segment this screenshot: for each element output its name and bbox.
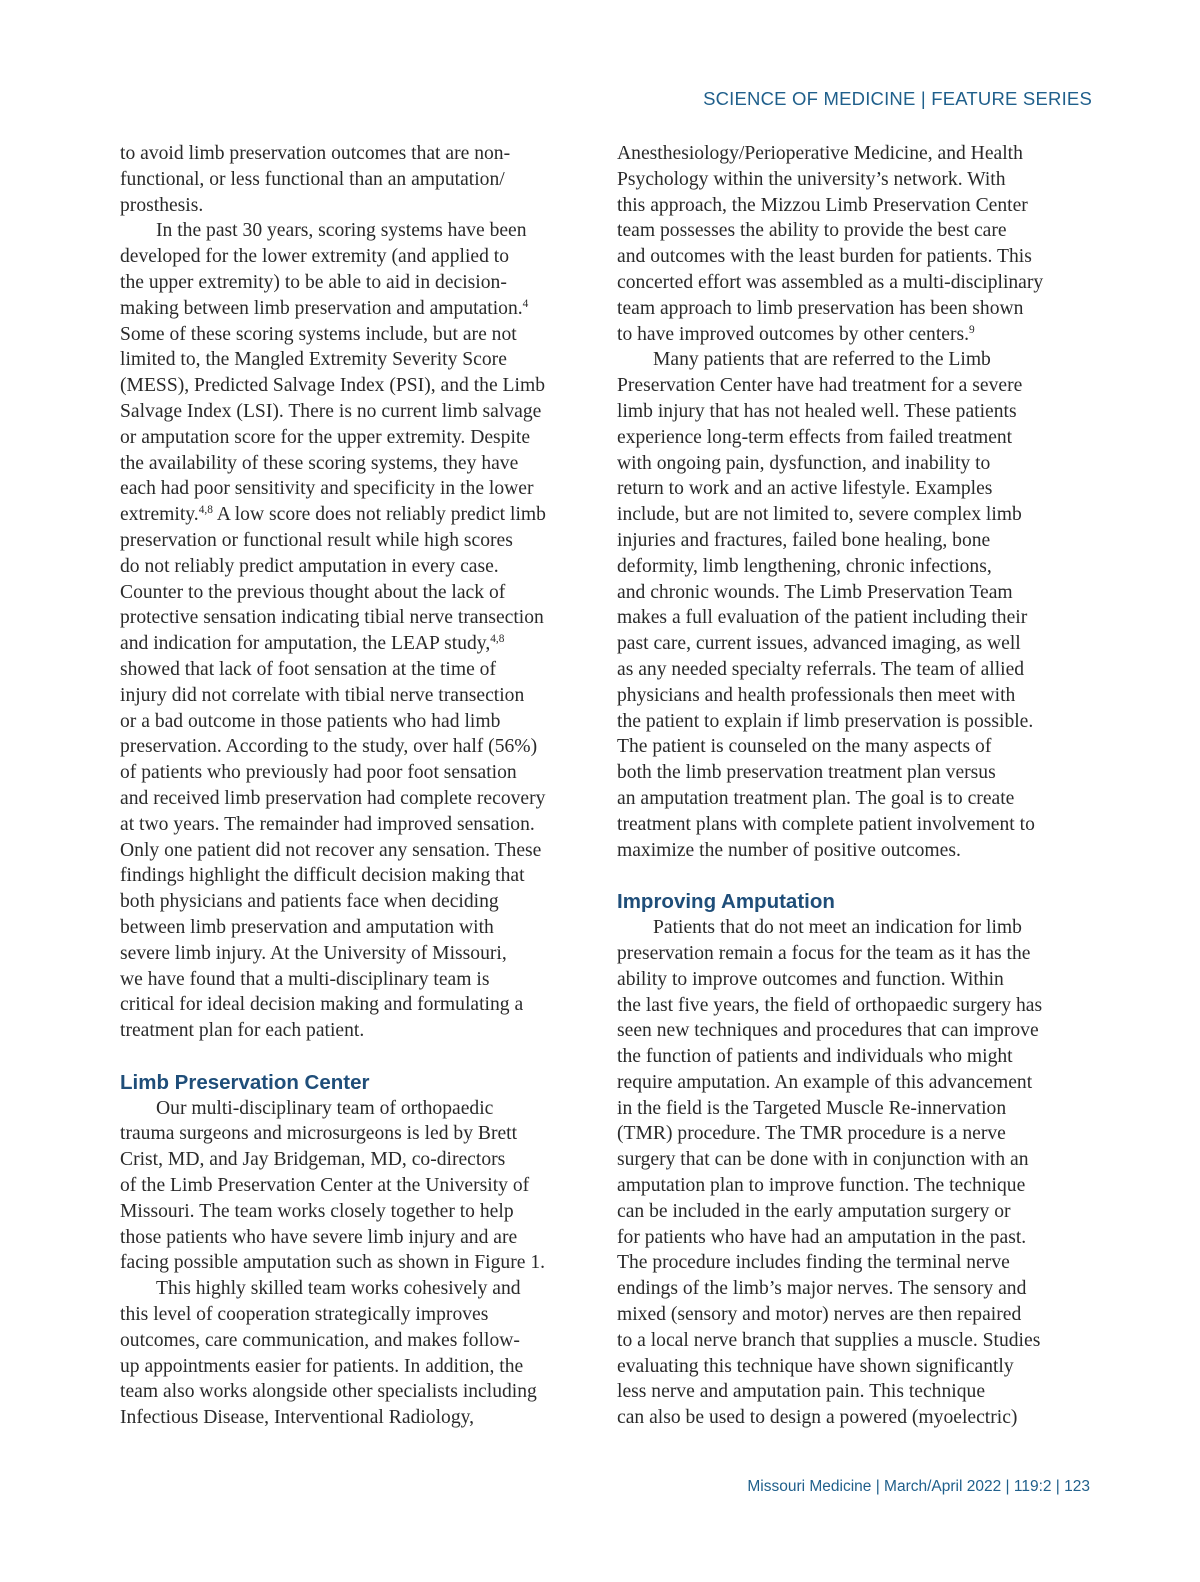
text-line: This highly skilled team works cohesively and <box>156 1278 521 1300</box>
left-column <box>120 141 596 1431</box>
section-heading-improving-amputation: Improving Amputation <box>617 890 835 914</box>
text-line: treatment plans with complete patient involvement to <box>617 813 1035 835</box>
text-line: to a local nerve branch that supplies a muscle. Studies <box>617 1329 1041 1351</box>
citation-ref: 4,8 <box>490 633 505 646</box>
text-line: between limb preservation and amputation with <box>120 916 494 938</box>
text-line: injuries and fractures, failed bone healing, bone <box>617 529 991 551</box>
right-paragraph-2 <box>617 347 1093 863</box>
text-line: Missouri. The team works closely together to help <box>120 1200 514 1222</box>
text-line: return to work and an active lifestyle. Examples <box>617 478 993 500</box>
text-line: Patients that do not meet an indication for limb <box>653 917 1022 939</box>
text-line: makes a full evaluation of the patient including their <box>617 607 1028 629</box>
text-line: facing possible amputation such as shown in Figure 1. <box>120 1252 546 1274</box>
text-line: and indication for amputation, the LEAP study,$^{4,8}$ <box>120 633 505 655</box>
text-line: Anesthesiology/Perioperative Medicine, and Health <box>617 143 1023 164</box>
left-paragraph-2 <box>120 218 596 1044</box>
text-line: require amputation. An example of this advancement <box>617 1071 1033 1093</box>
text-line: outcomes, care communication, and makes follow- <box>120 1329 520 1351</box>
text-line: an amputation treatment plan. The goal is to create <box>617 787 1015 809</box>
text-line: trauma surgeons and microsurgeons is led by Brett <box>120 1123 518 1145</box>
text-line: each had poor sensitivity and specificity in the lower <box>120 478 534 500</box>
text-line: (MESS), Predicted Salvage Index (PSI), and the Limb <box>120 375 545 397</box>
text-line: the upper extremity) to be able to aid in decision- <box>120 271 507 293</box>
text-line: those patients who have severe limb injury and are <box>120 1226 518 1248</box>
text-line: mixed (sensory and motor) nerves are then repaired <box>617 1304 1022 1326</box>
text-line: preservation. According to the study, over half (56%) <box>120 736 538 758</box>
text-line: preservation remain a focus for the team as it has the <box>617 942 1031 964</box>
text-line: prosthesis. <box>120 194 204 216</box>
text-line: Our multi-disciplinary team of orthopaedic <box>156 1097 494 1119</box>
text-line: showed that lack of foot sensation at the time of <box>120 658 496 680</box>
text-line: the function of patients and individuals who might <box>617 1046 1013 1068</box>
right-paragraph-1 <box>617 141 1093 347</box>
text-line: the last five years, the field of orthopaedic surgery has <box>617 994 1043 1016</box>
text-line: the patient to explain if limb preservation is possible. <box>617 710 1034 732</box>
text-line: Many patients that are referred to the Limb <box>653 349 991 371</box>
text-line: ability to improve outcomes and function. Within <box>617 968 1004 990</box>
text-line: deformity, limb lengthening, chronic infections, <box>617 555 992 577</box>
text-line: preservation or functional result while high scores <box>120 529 513 551</box>
text-line: this approach, the Mizzou Limb Preservation Center <box>617 194 1028 216</box>
text-line: Counter to the previous thought about the lack of <box>120 581 506 603</box>
text-line: to avoid limb preservation outcomes that are non- <box>120 143 511 164</box>
text-line: team approach to limb preservation has been shown <box>617 297 1024 319</box>
text-line: include, but are not limited to, severe complex limb <box>617 504 1022 526</box>
text-line: can be included in the early amputation surgery or <box>617 1200 1011 1222</box>
text-line: Some of these scoring systems include, but are not <box>120 323 517 345</box>
text-line: team possesses the ability to provide the best care <box>617 220 1007 242</box>
text-line: making between limb preservation and amputation.$^4$ <box>120 297 529 319</box>
text-line: severe limb injury. At the University of Missouri, <box>120 942 507 964</box>
text-line: less nerve and amputation pain. This technique <box>617 1381 986 1403</box>
text-line: and outcomes with the least burden for patients. This <box>617 246 1032 268</box>
text-line: The procedure includes finding the terminal nerve <box>617 1252 1010 1274</box>
text-line: Salvage Index (LSI). There is no current limb salvage <box>120 400 542 422</box>
text-line: extremity.$^{4,8}$ A low score does not reliably predict limb <box>120 504 546 526</box>
text-line: surgery that can be done with in conjunction with an <box>617 1149 1029 1171</box>
text-line: can also be used to design a powered (myoelectric) <box>617 1407 1018 1429</box>
text-line: and chronic wounds. The Limb Preservation Team <box>617 581 1013 603</box>
text-line: for patients who have had an amputation in the past. <box>617 1226 1027 1248</box>
text-line: evaluating this technique have shown significantly <box>617 1355 1014 1377</box>
text-line: Only one patient did not recover any sensation. These <box>120 839 542 861</box>
text-line: concerted effort was assembled as a multi-disciplinary <box>617 271 1044 293</box>
text-line: (TMR) procedure. The TMR procedure is a nerve <box>617 1123 1006 1145</box>
text-line: Infectious Disease, Interventional Radiology, <box>120 1407 475 1429</box>
text-line: we have found that a multi-disciplinary team is <box>120 968 490 990</box>
text-line: do not reliably predict amputation in every case. <box>120 555 499 577</box>
text-line: team also works alongside other specialists including <box>120 1381 537 1403</box>
text-line: of patients who previously had poor foot sensation <box>120 762 517 784</box>
right-column <box>617 141 1093 1431</box>
text-line: up appointments easier for patients. In addition, the <box>120 1355 524 1377</box>
running-head: SCIENCE OF MEDICINE | FEATURE SERIES <box>703 88 1092 109</box>
text-line: Crist, MD, and Jay Bridgeman, MD, co-directors <box>120 1149 506 1171</box>
text-line: critical for ideal decision making and formulating a <box>120 994 524 1016</box>
text-line: physicians and health professionals then meet with <box>617 684 1016 706</box>
section-heading-limb-preservation: Limb Preservation Center <box>120 1070 370 1094</box>
text-line: with ongoing pain, dysfunction, and inability to <box>617 452 991 474</box>
text-line: injury did not correlate with tibial nerve transection <box>120 684 525 706</box>
text-line: findings highlight the difficult decision making that <box>120 865 525 887</box>
left-paragraph-1 <box>120 141 596 218</box>
text-line: Psychology within the university’s network. With <box>617 168 1006 190</box>
text-line: this level of cooperation strategically improves <box>120 1304 489 1326</box>
page-footer: Missouri Medicine | March/April 2022 | 119:2 | 123 <box>747 1478 1090 1495</box>
text-line: in the field is the Targeted Muscle Re-innervation <box>617 1097 1007 1119</box>
text-line: maximize the number of positive outcomes. <box>617 839 961 861</box>
right-paragraph-3 <box>617 915 1093 1431</box>
text-line: functional, or less functional than an amputation/ <box>120 168 505 190</box>
text-line: Preservation Center have had treatment for a severe <box>617 375 1023 397</box>
citation-ref: 9 <box>969 323 975 336</box>
text-line: The patient is counseled on the many aspects of <box>617 736 992 758</box>
text-line: as any needed specialty referrals. The team of allied <box>617 658 1025 680</box>
text-line: endings of the limb’s major nerves. The sensory and <box>617 1278 1027 1300</box>
text-line: at two years. The remainder had improved sensation. <box>120 813 535 835</box>
text-line: and received limb preservation had complete recovery <box>120 787 546 809</box>
citation-ref: 4 <box>522 297 529 310</box>
text-line: protective sensation indicating tibial nerve transection <box>120 607 544 629</box>
text-line: developed for the lower extremity (and applied to <box>120 246 510 268</box>
text-line: or amputation score for the upper extremity. Despite <box>120 426 531 448</box>
text-line: or a bad outcome in those patients who had limb <box>120 710 501 732</box>
text-line: amputation plan to improve function. The technique <box>617 1175 1026 1197</box>
text-line: seen new techniques and procedures that can improve <box>617 1020 1039 1042</box>
text-line: In the past 30 years, scoring systems have been <box>156 220 527 242</box>
text-line: treatment plan for each patient. <box>120 1020 365 1042</box>
text-line: to have improved outcomes by other centers.$^9$ <box>617 323 975 345</box>
text-line: both the limb preservation treatment plan versus <box>617 762 996 784</box>
left-paragraph-3 <box>120 1096 596 1277</box>
text-line: limb injury that has not healed well. These patients <box>617 400 1017 422</box>
text-line: limited to, the Mangled Extremity Severity Score <box>120 349 507 371</box>
text-line: of the Limb Preservation Center at the University of <box>120 1175 530 1197</box>
text-line: both physicians and patients face when deciding <box>120 891 499 913</box>
text-line: experience long-term effects from failed treatment <box>617 426 1013 448</box>
left-paragraph-4 <box>120 1276 596 1431</box>
text-line: the availability of these scoring systems, they have <box>120 452 519 474</box>
text-line: past care, current issues, advanced imaging, as well <box>617 633 1021 655</box>
citation-ref: 4,8 <box>198 504 213 517</box>
